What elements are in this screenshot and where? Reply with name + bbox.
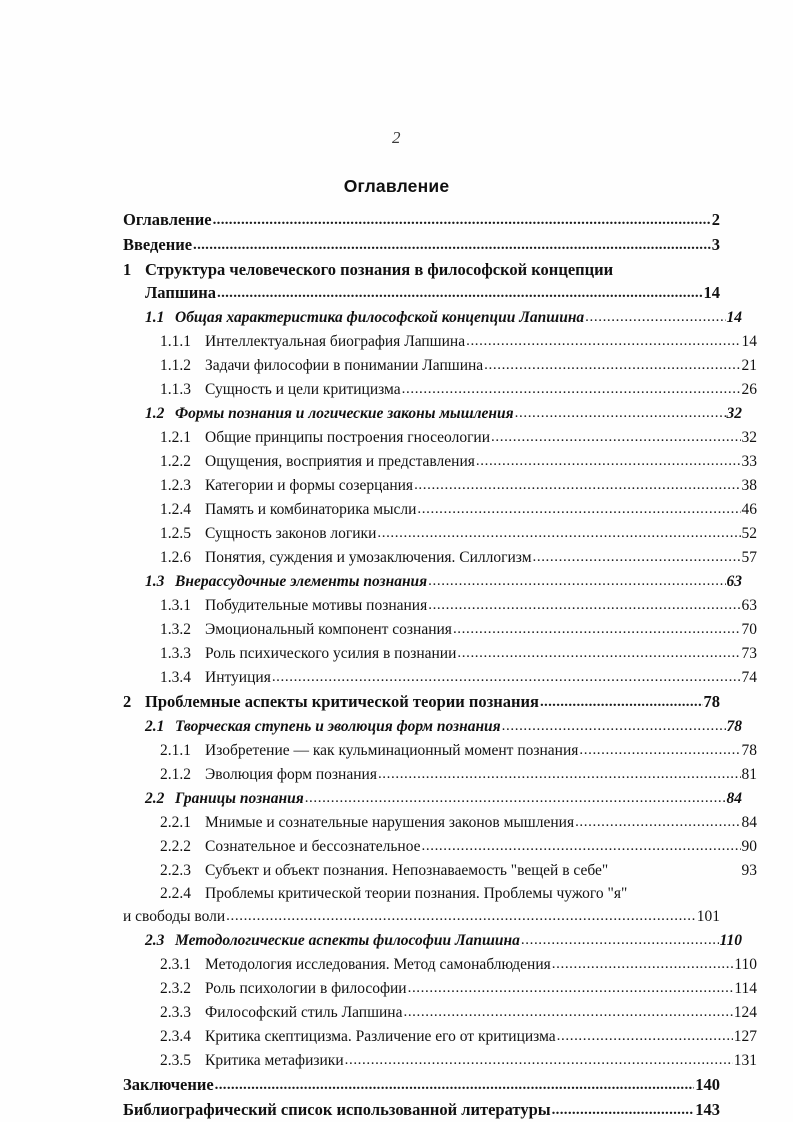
toc-entry[interactable]: [123, 1098, 720, 1123]
toc-entry-page-number: 2: [711, 210, 720, 229]
toc-entry-page-number: 3: [711, 235, 720, 254]
toc-entry-label: Библиографический список использованной литературы: [123, 1100, 551, 1119]
toc-dot-leader: [552, 1099, 695, 1122]
toc-entry-number: 1.1.3: [160, 381, 191, 398]
toc-entry-label: Общая характеристика философской концепции Лапшина: [175, 309, 585, 326]
toc-entry-label: Оглавление: [123, 210, 212, 229]
toc-entry-number: 1.3.1: [160, 597, 191, 614]
toc-dot-leader: [476, 450, 741, 473]
toc-entry-page-number: 78: [726, 718, 742, 735]
toc-dot-leader: [408, 977, 734, 1000]
toc-entry-page-number: 74: [741, 669, 757, 686]
toc-entry[interactable]: [123, 330, 757, 354]
toc-entry-label: Ощущения, восприятия и представления: [205, 453, 475, 470]
toc-entry-page-number: 14: [703, 283, 720, 302]
toc-entry-label: Интеллектуальная биография Лапшина: [205, 333, 466, 350]
toc-entry-label: Методологические аспекты философии Лапшина: [175, 932, 520, 949]
toc-entry-number: 2: [123, 692, 132, 711]
toc-entry[interactable]: [123, 787, 742, 811]
toc-entry-label: Сущность законов логики: [205, 525, 377, 542]
toc-entry[interactable]: [123, 642, 757, 666]
toc-entry-number: 1: [123, 260, 132, 279]
toc-entry[interactable]: [123, 281, 720, 306]
toc-entry[interactable]: [123, 929, 742, 953]
toc-entry-number: 1.3.3: [160, 645, 191, 662]
toc-entry-label: Интуиция: [205, 669, 271, 686]
toc-entry-page-number: 32: [741, 429, 757, 446]
toc-entry-number: 1.2.6: [160, 549, 191, 566]
toc-entry-label: Лапшина: [145, 283, 217, 302]
toc-entry-label: Память и комбинаторика мысли: [205, 501, 417, 518]
page-number-folio: 2: [392, 128, 401, 147]
toc-dot-leader: [575, 811, 740, 834]
toc-entry-page-number: 110: [719, 932, 742, 949]
toc-dot-leader: [521, 929, 719, 952]
toc-entry-number: 1.3.4: [160, 669, 191, 686]
toc-dot-leader: [215, 1074, 695, 1097]
toc-entry-number: 1.3: [145, 573, 165, 590]
toc-entry-label: Творческая ступень и эволюция форм познания: [175, 718, 501, 735]
toc-entry-label: Структура человеческого познания в философской концепции: [145, 260, 614, 279]
toc-entry[interactable]: [123, 859, 757, 882]
toc-entry-label: Введение: [123, 235, 193, 254]
toc-entry-label: Категории и формы созерцания: [205, 477, 414, 494]
toc-entry-page-number: 93: [741, 862, 757, 879]
toc-entry-number: 2.2.1: [160, 814, 191, 831]
toc-entry-page-number: 14: [741, 333, 757, 350]
toc-entry-label: Эволюция форм познания: [205, 766, 377, 783]
toc-dot-leader: [402, 378, 741, 401]
toc-dot-leader: [193, 234, 711, 257]
toc-entry-label: Критика метафизики: [205, 1052, 344, 1069]
toc-entry[interactable]: [123, 882, 757, 905]
toc-entry-page-number: 73: [741, 645, 757, 662]
toc-entry-page-number: 38: [741, 477, 757, 494]
toc-entry-label: Заключение: [123, 1075, 214, 1094]
toc-dot-leader: [466, 330, 740, 353]
toc-entry-number: 2.2: [145, 790, 165, 807]
toc-dot-leader: [457, 642, 740, 665]
toc-entry-label: Формы познания и логические законы мышления: [175, 405, 514, 422]
toc-entry-number: 2.1: [145, 718, 165, 735]
toc-entry-page-number: 131: [733, 1052, 757, 1069]
toc-entry[interactable]: [123, 426, 757, 450]
toc-entry-label: Задачи философии в понимании Лапшина: [205, 357, 484, 374]
toc-entry-page-number: 52: [741, 525, 757, 542]
toc-entry-page-number: 21: [741, 357, 757, 374]
toc-dot-leader: [484, 354, 740, 377]
toc-dot-leader: [403, 1001, 732, 1024]
toc-dot-leader: [585, 306, 725, 329]
toc-entry-label: Философский стиль Лапшина: [205, 1004, 403, 1021]
toc-entry-page-number: 84: [741, 814, 757, 831]
toc-entry-page-number: 101: [696, 908, 720, 925]
toc-entry-label: Методология исследования. Метод самонаблюдения: [205, 956, 551, 973]
toc-entry-label: Сущность и цели критицизма: [205, 381, 401, 398]
toc-entry-page-number: 90: [741, 838, 757, 855]
toc-entry-label: и свободы воли: [123, 908, 226, 925]
toc-entry[interactable]: [123, 378, 757, 402]
toc-entry[interactable]: [123, 594, 757, 618]
toc-entry-page-number: 33: [741, 453, 757, 470]
toc-entry[interactable]: [123, 953, 757, 977]
toc-entry-number: 1.3.2: [160, 621, 191, 638]
toc-entry-number: 2.3.5: [160, 1052, 191, 1069]
toc-entry[interactable]: [123, 233, 720, 258]
toc-entry-number: 1.2.1: [160, 429, 191, 446]
toc-entry[interactable]: [123, 715, 742, 739]
toc-entry-page-number: 46: [741, 501, 757, 518]
toc-entry-page-number: 114: [734, 980, 757, 997]
toc-entry-label: Сознательное и бессознательное: [205, 838, 421, 855]
toc-entry-label: Внерассудочные элементы познания: [175, 573, 428, 590]
toc-entry[interactable]: [123, 208, 720, 233]
table-of-contents: [123, 208, 757, 1123]
toc-entry-page-number: 143: [695, 1100, 720, 1119]
toc-entry[interactable]: [123, 498, 757, 522]
toc-dot-leader: [414, 474, 740, 497]
toc-entry-number: 2.3.4: [160, 1028, 191, 1045]
toc-entry-number: 1.1.2: [160, 357, 191, 374]
page-title: Оглавление: [343, 176, 450, 196]
toc-entry-page-number: 110: [734, 956, 757, 973]
toc-entry[interactable]: [123, 1073, 720, 1098]
toc-entry[interactable]: [123, 306, 742, 330]
toc-entry-number: 2.3.1: [160, 956, 191, 973]
toc-entry[interactable]: [123, 402, 742, 426]
toc-entry[interactable]: [123, 763, 757, 787]
toc-dot-leader: [579, 739, 740, 762]
toc-entry[interactable]: [123, 811, 757, 835]
toc-entry-label: Роль психологии в философии: [205, 980, 407, 997]
toc-entry-number: 2.1.2: [160, 766, 191, 783]
toc-entry-page-number: 78: [703, 692, 720, 711]
toc-entry-page-number: 63: [741, 597, 757, 614]
toc-entry-number: 1.2.5: [160, 525, 191, 542]
toc-dot-leader: [515, 402, 726, 425]
toc-entry[interactable]: [123, 258, 720, 281]
toc-entry-number: 1.1.1: [160, 333, 191, 350]
toc-dot-leader: [217, 282, 702, 305]
toc-dot-leader: [305, 787, 726, 810]
toc-entry-label: Роль психического усилия в познании: [205, 645, 457, 662]
toc-entry-label: Субъект и объект познания. Непознаваемость "вещей в себе": [205, 862, 609, 879]
toc-entry[interactable]: [123, 450, 757, 474]
toc-entry[interactable]: [123, 474, 757, 498]
toc-entry-number: 2.2.2: [160, 838, 191, 855]
toc-entry-page-number: 84: [726, 790, 742, 807]
toc-entry-number: 2.2.3: [160, 862, 191, 879]
toc-entry[interactable]: [123, 690, 720, 715]
toc-entry[interactable]: [123, 1025, 757, 1049]
toc-dot-leader: [417, 498, 740, 521]
toc-dot-leader: [533, 546, 741, 569]
toc-entry-page-number: 124: [733, 1004, 757, 1021]
toc-entry[interactable]: [123, 618, 757, 642]
toc-dot-leader: [428, 594, 740, 617]
toc-entry-page-number: 32: [726, 405, 742, 422]
toc-dot-leader: [226, 905, 696, 928]
toc-entry-page-number: 81: [741, 766, 757, 783]
toc-dot-leader: [422, 835, 741, 858]
toc-entry[interactable]: [123, 570, 742, 594]
toc-entry[interactable]: [123, 666, 757, 690]
toc-entry-page-number: 127: [733, 1028, 757, 1045]
toc-entry-label: Границы познания: [175, 790, 304, 807]
toc-entry[interactable]: [123, 1001, 757, 1025]
toc-dot-leader: [428, 570, 725, 593]
toc-entry-label: Общие принципы построения гносеологии: [205, 429, 491, 446]
toc-entry-page-number: 26: [741, 381, 757, 398]
toc-entry[interactable]: [123, 835, 757, 859]
toc-entry-number: 1.2.2: [160, 453, 191, 470]
toc-entry[interactable]: [123, 546, 757, 570]
toc-dot-leader: [213, 209, 711, 232]
toc-entry[interactable]: [123, 354, 757, 378]
toc-entry-number: 2.3: [145, 932, 165, 949]
toc-entry-number: 1.2: [145, 405, 165, 422]
toc-entry-page-number: 70: [741, 621, 757, 638]
toc-entry-label: Мнимые и сознательные нарушения законов мышления: [205, 814, 575, 831]
toc-entry-page-number: 57: [741, 549, 757, 566]
toc-entry-number: 1.1: [145, 309, 165, 326]
toc-dot-leader: [272, 666, 741, 689]
toc-entry-number: 1.2.3: [160, 477, 191, 494]
toc-entry[interactable]: [123, 739, 757, 763]
toc-entry-number: 2.1.1: [160, 742, 191, 759]
toc-entry-label: Критика скептицизма. Различение его от критицизма: [205, 1028, 556, 1045]
toc-dot-leader: [557, 1025, 733, 1048]
toc-entry-number: 2.3.2: [160, 980, 191, 997]
toc-dot-leader: [345, 1049, 733, 1072]
toc-entry[interactable]: [123, 1049, 757, 1073]
toc-dot-leader: [378, 763, 741, 786]
toc-entry-page-number: 14: [726, 309, 742, 326]
toc-entry-number: 1.2.4: [160, 501, 191, 518]
toc-entry-label: Проблемные аспекты критической теории познания: [145, 692, 539, 711]
toc-entry-page-number: 140: [695, 1075, 720, 1094]
toc-entry[interactable]: [123, 905, 720, 929]
toc-entry-label: Изобретение — как кульминационный момент познания: [205, 742, 579, 759]
toc-entry-number: 2.2.4: [160, 885, 191, 902]
toc-dot-leader: [540, 691, 703, 714]
toc-entry-page-number: 78: [741, 742, 757, 759]
toc-dot-leader: [377, 522, 740, 545]
toc-entry-number: 2.3.3: [160, 1004, 191, 1021]
toc-entry[interactable]: [123, 977, 757, 1001]
toc-dot-leader: [453, 618, 741, 641]
toc-entry-label: Побудительные мотивы познания: [205, 597, 428, 614]
toc-entry-label: Понятия, суждения и умозаключения. Силлогизм: [205, 549, 532, 566]
toc-dot-leader: [491, 426, 740, 449]
toc-dot-leader: [552, 953, 734, 976]
toc-dot-leader: [502, 715, 726, 738]
toc-entry-label: Проблемы критической теории познания. Проблемы чужого "я": [205, 885, 628, 902]
toc-entry[interactable]: [123, 522, 757, 546]
toc-entry-page-number: 63: [726, 573, 742, 590]
toc-entry-label: Эмоциональный компонент сознания: [205, 621, 452, 638]
